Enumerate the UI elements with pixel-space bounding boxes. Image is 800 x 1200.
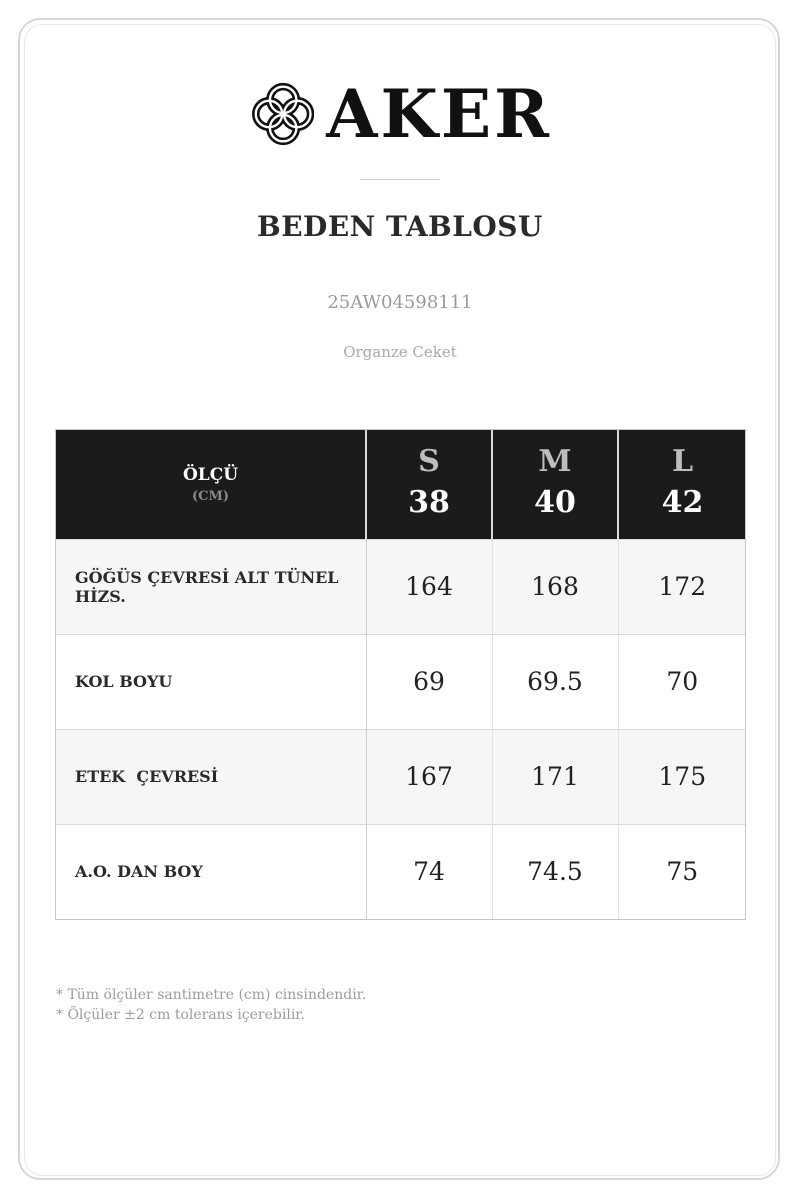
measure-value: 70 <box>618 634 746 729</box>
measure-value: 168 <box>492 539 618 634</box>
table-row <box>56 634 746 729</box>
product-code: 25AW04598111 <box>327 292 473 313</box>
measure-label: A.O. DAN BOY <box>56 824 366 919</box>
footnotes <box>56 985 366 1025</box>
table-row <box>56 539 746 634</box>
size-letter: M <box>538 444 572 480</box>
footnote: * Tüm ölçüler santimetre (cm) cinsindendir. <box>56 987 367 1003</box>
measure-header-label: ÖLÇÜ <box>182 464 239 485</box>
measure-value: 69 <box>366 634 492 729</box>
measure-value: 167 <box>366 729 492 824</box>
knot-logo-icon <box>252 80 314 148</box>
measure-value: 69.5 <box>492 634 618 729</box>
table-row <box>56 824 746 919</box>
measure-value: 171 <box>492 729 618 824</box>
table-header-row <box>56 430 746 539</box>
brand-logo <box>252 75 552 153</box>
size-number: 40 <box>534 485 576 521</box>
brand-name: AKER <box>326 75 552 153</box>
measure-value: 164 <box>366 539 492 634</box>
table-row <box>56 729 746 824</box>
size-number: 42 <box>661 485 704 521</box>
measure-value: 74.5 <box>492 824 618 919</box>
size-letter: S <box>418 444 440 480</box>
measure-value: 74 <box>366 824 492 919</box>
measure-label: GÖĞÜS ÇEVRESİ ALT TÜNEL HİZS. <box>56 539 366 634</box>
measure-value: 172 <box>618 539 746 634</box>
measure-value: 175 <box>618 729 746 824</box>
size-column-header-s <box>366 430 492 539</box>
title-divider <box>360 179 440 180</box>
size-number: 38 <box>408 485 450 521</box>
footnote: * Ölçüler ±2 cm tolerans içerebilir. <box>56 1007 305 1023</box>
size-column-header-m <box>492 430 618 539</box>
measure-column-header <box>56 430 366 539</box>
measure-value: 75 <box>618 824 746 919</box>
size-chart-table <box>56 430 746 919</box>
product-name: Organze Ceket <box>343 343 457 361</box>
measure-header-unit: (CM) <box>191 488 230 504</box>
measure-label: ETEK ÇEVRESİ <box>56 729 366 824</box>
page-title: BEDEN TABLOSU <box>257 210 543 243</box>
size-column-header-l <box>618 430 746 539</box>
size-letter: L <box>671 444 694 480</box>
measure-label: KOL BOYU <box>56 634 366 729</box>
